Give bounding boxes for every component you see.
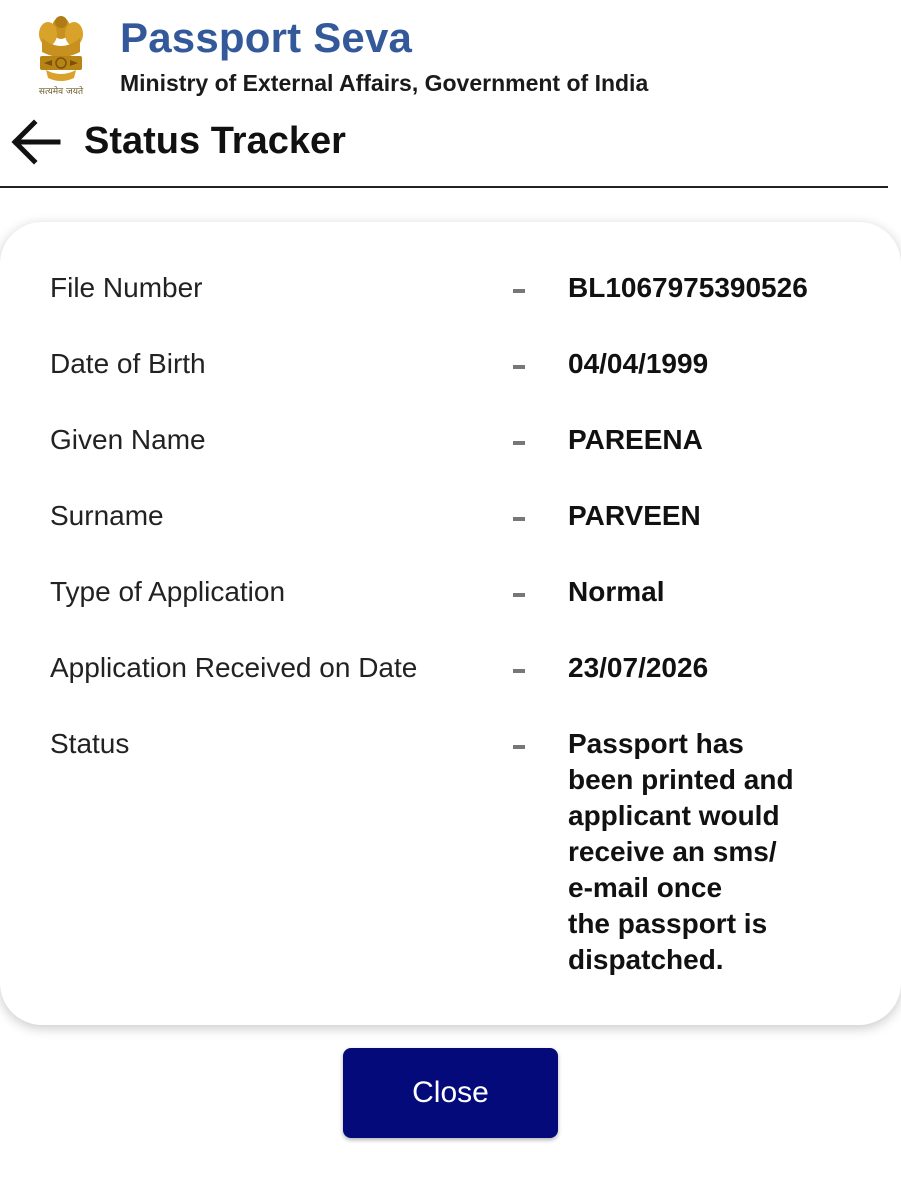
close-button[interactable]: Close	[343, 1048, 558, 1138]
detail-value: 23/07/2026	[568, 652, 709, 683]
detail-label: Given Name	[50, 424, 206, 455]
detail-separator	[513, 593, 525, 597]
detail-separator	[513, 517, 525, 521]
header-divider	[0, 186, 888, 188]
detail-label: Date of Birth	[50, 348, 206, 379]
detail-label: File Number	[50, 272, 203, 303]
detail-value: PARVEEN	[568, 500, 701, 531]
app-subtitle: Ministry of External Affairs, Government of India	[120, 70, 649, 96]
detail-label: Application Received on Date	[50, 652, 418, 683]
detail-label: Type of Application	[50, 576, 286, 607]
detail-value: 04/04/1999	[568, 348, 709, 379]
detail-value: BL1067975390526	[568, 272, 808, 303]
detail-label: Status	[50, 728, 130, 759]
app-header	[0, 0, 901, 100]
detail-label: Surname	[50, 500, 164, 531]
back-button[interactable]	[8, 115, 64, 169]
page-title: Status Tracker	[84, 120, 346, 162]
detail-separator	[513, 745, 525, 749]
detail-separator	[513, 441, 525, 445]
detail-value: PAREENA	[568, 424, 703, 455]
arrow-left-icon	[8, 115, 64, 169]
detail-separator	[513, 669, 525, 673]
status-message: Passport has been printed and applicant would receive an sms/ e-mail once the passport is dispatched.	[568, 728, 794, 975]
national-emblem-icon	[30, 8, 92, 96]
emblem-caption: सत्यमेव जयते	[38, 87, 84, 97]
status-details-card	[0, 222, 901, 1025]
toolbar	[0, 105, 901, 187]
detail-separator	[513, 289, 525, 293]
detail-value: Normal	[568, 576, 665, 607]
app-title: Passport Seva	[120, 14, 413, 61]
detail-separator	[513, 365, 525, 369]
